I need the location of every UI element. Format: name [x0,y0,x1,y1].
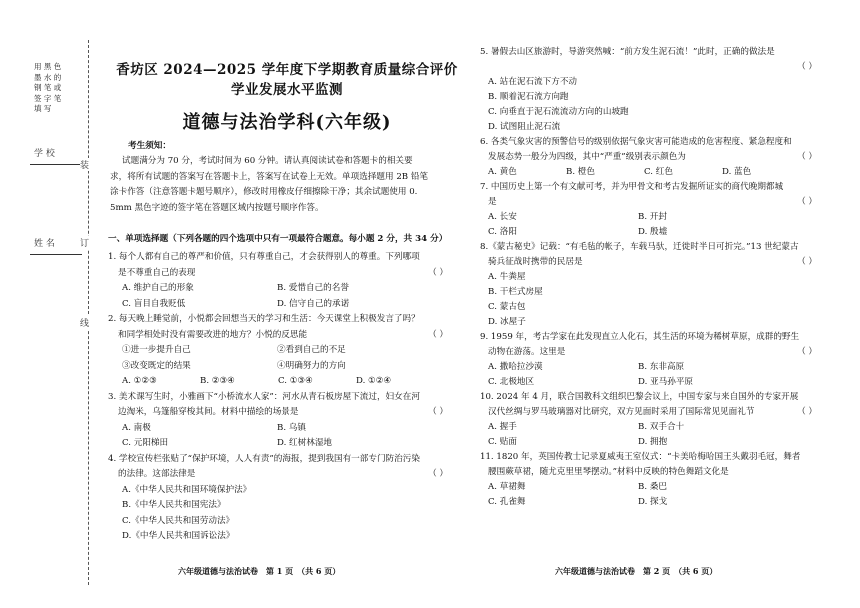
option-d: D. 亚马孙平原 [638,377,694,387]
question-stem: 5. 暑假去山区旅游时，导游突然喊：“前方发生泥石流！”此时，正确的做法是 [480,47,775,57]
note-line: 签 字 笔 [34,93,62,103]
question-2 [108,312,468,390]
question-stem: 1. 每个人都有自己的尊严和价值，只有尊重自己，才会获得别人的尊重。下列哪项 [108,252,420,262]
binding-fold-line [88,40,89,585]
instruction-line: 涂卡作答（注意答题卡题号顺序），修改时用橡皮仔细擦除干净；其余试题使用 0. [110,187,418,197]
option-d: D. 蓝色 [722,167,752,177]
option-c: C.《中华人民共和国劳动法》 [122,515,235,526]
question-3 [108,390,468,452]
option-a: A. 握手 [488,422,517,432]
option-b: B. 橙色 [566,167,595,177]
question-stem: 边淘米，乌篷船穿梭其间。材料中描绘的场景是 [118,407,299,417]
option-b: B. 桑巴 [638,482,667,492]
question-stem: 是 [488,197,497,207]
question-4 [108,452,468,545]
school-label: 学 校 [34,149,55,159]
question-stem: 10. 2024 年 4 月，联合国教科文组织巴黎会议上，中国专家与来自国外的专家开展 [480,392,799,402]
fold-mark-zhuang: 装 [80,158,89,171]
exam-title-line2: 学业发展水平监测 [231,82,343,98]
question-stem: 4. 学校宣传栏张贴了“保护环境，人人有责”的海报，提到我国有一部专门防治污染 [108,453,420,464]
question-stem: 2. 每天晚上睡觉前，小悦都会回想当天的学习和生活：今天课堂上积极发言了吗？ [108,314,420,324]
answer-paren: （ ） [797,197,817,207]
option-c: C. 盲目自我贬低 [122,298,186,309]
note-line: 填 写 [34,104,52,113]
answer-paren: （ ） [428,267,448,278]
left-question-column [108,250,468,545]
instructions-body [110,154,470,216]
instruction-line: 求，将所有试题的答案写在答题卡上，答案写在试卷上无效。单项选择题用 2B 铅笔 [110,171,429,182]
name-label: 姓 名 [34,239,55,249]
question-stem: 动物在游荡。这里是 [488,347,566,357]
question-stem: 汉代丝绸与罗马玻璃器对比研究，双方见面时采用了国际常见见面礼节 [488,407,755,417]
exam-title-line1: 香坊区 2024—2025 学年度下学期教育质量综合评价 [116,62,458,78]
answer-paren: （ ） [428,329,448,340]
question-stem: 9. 1959 年，考古学家在此发现直立人化石，其生活的环境为稀树草原，成群的野生 [480,332,800,342]
question-1 [108,250,468,312]
option-d: D. 拥抱 [638,437,668,447]
option-c: C. 北极地区 [488,377,535,387]
statement-4: ④明确努力的方向 [277,360,346,371]
option-a: A. ①②③ [122,376,157,386]
option-d: D. 冰屋子 [488,317,526,327]
instruction-line: 5mm 黑色字迹的签字笔在答题区域内按题号顺序作答。 [110,202,324,213]
question-stem: 是不尊重自己的表现 [118,267,196,278]
option-a: A. 撒哈拉沙漠 [488,362,543,372]
option-c: C. 蒙古包 [488,302,526,312]
question-stem: 和同学相处时没有需要改进的地方？小悦的反思能 [118,329,308,340]
option-b: B.《中华人民共和国宪法》 [122,500,226,510]
section1-heading: 一、单项选择题（下列各题的四个选项中只有一项最符合题意。每小题 2 分，共 34 分） [108,234,448,244]
option-d: D. 试图阻止泥石流 [488,122,561,132]
option-c: C. 孔雀舞 [488,497,526,507]
statement-2: ②看到自己的不足 [277,345,346,355]
question-stem: 腰围蕨草裙，随尤克里里琴摆动。”材料中反映的特色舞蹈文化是 [488,467,729,477]
option-a: A. 维护自己的形象 [122,283,194,293]
question-6 [480,135,835,180]
option-c: C. 贴面 [488,437,517,447]
footer-page-1: 六年级道德与法治试卷 第 1 页 （共 6 页） [178,566,341,576]
school-field[interactable] [30,164,82,165]
fold-mark-xian: 线 [80,316,89,329]
answer-paren: （ ） [428,469,448,479]
option-d: D. 探戈 [638,497,668,507]
right-question-column [480,45,835,510]
question-9 [480,330,835,390]
instruction-line: 试题满分为 70 分，考试时间为 60 分钟。请认真阅读试卷和答题卡的相关要 [122,156,413,166]
answer-paren: （ ） [428,407,448,417]
subject-title: 道德与法治学科(六年级) [182,112,392,133]
question-stem: 7. 中国历史上第一个有文献可考，并为甲骨文和考古发掘所证实的商代晚期都城 [480,182,784,192]
ink-instruction-note [34,62,74,115]
option-b: B. 双手合十 [638,422,685,432]
answer-paren: （ ） [797,257,817,267]
option-b: B. 开封 [638,212,667,222]
option-c: C. 向垂直于泥石流流动方向的山坡跑 [488,107,629,117]
name-field[interactable] [30,254,82,255]
answer-paren: （ ） [797,407,817,417]
option-d: D.《中华人民共和国诉讼法》 [122,531,235,541]
question-7 [480,180,835,240]
option-c: C. ①③④ [278,376,313,386]
question-stem: 骑兵征战时携带的民居是 [488,257,583,267]
option-b: B. 干栏式房屋 [488,287,543,297]
instructions-heading: 考生须知： [128,141,171,151]
question-11 [480,450,835,510]
question-stem: 3. 美术课写生时，小雅画下“小桥流水人家”：河水从青石板房屋下流过，妇女在河 [108,391,420,402]
option-c: C. 洛阳 [488,227,517,237]
question-stem: 发展态势一般分为四级，其中“严重”级别表示颜色为 [488,152,686,162]
option-b: B. 乌镇 [277,422,306,433]
option-b: B. 爱惜自己的名誉 [277,283,349,293]
option-a: A. 草裙舞 [488,482,526,492]
statement-3: ③改变既定的结果 [122,360,191,371]
option-a: A. 南极 [122,422,151,433]
option-b: B. ②③④ [200,376,235,386]
option-b: B. 顺着泥石流方向跑 [488,92,569,102]
option-a: A. 牛粪屋 [488,272,526,282]
question-stem: 11. 1820 年，英国传教士记录夏威夷王室仪式：“卡美哈梅哈国王头戴羽毛冠，舞者 [480,452,801,462]
question-stem: 8.《蒙古秘史》记载：“有毛毡的帐子，车载马驮，迁徙时半日可折完。”13 世纪蒙古 [480,242,799,252]
note-line: 用 黑 色 [34,62,62,71]
option-b: B. 东非高原 [638,362,685,372]
question-8 [480,240,835,330]
question-stem: 6. 各类气象灾害的预警信号的级别依据气象灾害可能造成的危害程度、紧急程度和 [480,137,792,147]
option-a: A. 黄色 [488,167,517,177]
answer-paren: （ ） [797,152,817,162]
answer-paren: （ ） [797,62,817,72]
answer-paren: （ ） [797,347,817,357]
option-d: D. ①②④ [356,376,392,386]
statement-1: ①进一步提升自己 [122,345,191,355]
footer-page-2: 六年级道德与法治试卷 第 2 页 （共 6 页） [555,566,718,576]
option-c: C. 红色 [644,167,673,177]
option-a: A. 长安 [488,212,517,222]
option-a: A.《中华人民共和国环境保护法》 [122,484,252,495]
question-10 [480,390,835,450]
option-d: D. 红树林湿地 [277,438,333,448]
note-line: 钢 笔 或 [34,83,62,92]
note-line: 墨 水 的 [34,72,62,82]
option-c: C. 元阳梯田 [122,438,169,448]
option-d: D. 信守自己的承诺 [277,298,350,309]
option-d: D. 殷墟 [638,227,668,237]
question-5 [480,45,835,135]
option-a: A. 站在泥石流下方不动 [488,77,578,87]
fold-mark-ding: 订 [80,236,89,249]
question-stem: 的法律。这部法律是 [118,469,196,479]
